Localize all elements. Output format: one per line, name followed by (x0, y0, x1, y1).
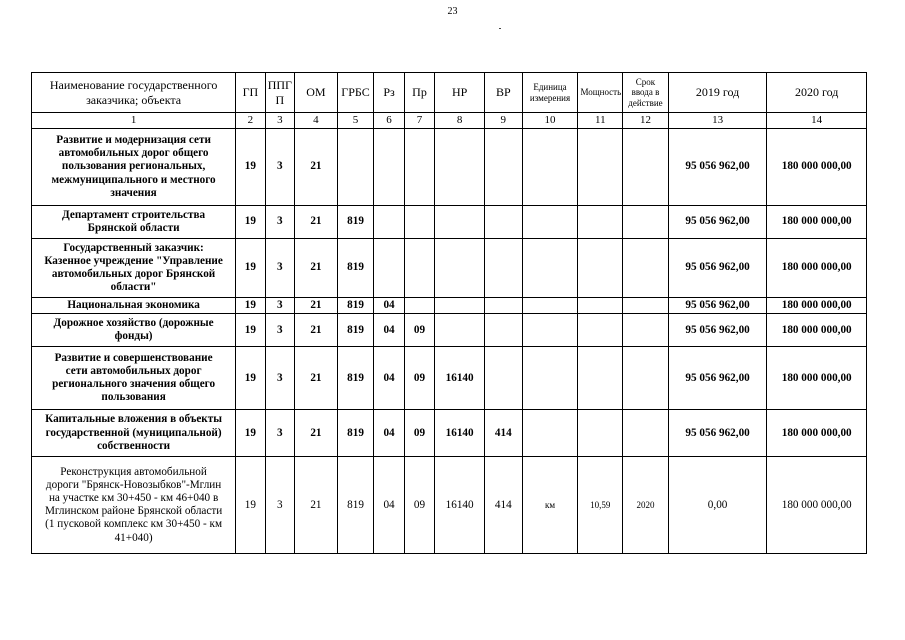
column-number: 1 (32, 113, 236, 129)
cell-2020: 180 000 000,00 (767, 347, 867, 410)
cell-term (623, 314, 669, 347)
cell-2019: 0,00 (668, 457, 767, 554)
cell-gp: 19 (236, 347, 265, 410)
cell-rz: 04 (374, 457, 404, 554)
cell-unit (522, 314, 578, 347)
column-number: 3 (265, 113, 294, 129)
cell-2020: 180 000 000,00 (767, 206, 867, 239)
row-name: Дорожное хозяйство (дорожные фонды) (32, 314, 236, 347)
row-name: Развитие и совершенствование сети автомобильных дорог регионального значения общего пользования (32, 347, 236, 410)
cell-2020: 180 000 000,00 (767, 314, 867, 347)
cell-2019: 95 056 962,00 (668, 129, 767, 206)
column-number-row (32, 113, 867, 129)
column-number: 8 (435, 113, 485, 129)
cell-pr (404, 129, 434, 206)
cell-pr: 09 (404, 457, 434, 554)
header-power: Мощность (578, 73, 623, 113)
table-row (32, 410, 867, 457)
table-row (32, 347, 867, 410)
budget-table (31, 72, 867, 554)
cell-rz: 04 (374, 347, 404, 410)
cell-ppgp: 3 (265, 239, 294, 298)
cell-om: 21 (295, 129, 338, 206)
table-row (32, 457, 867, 554)
cell-unit (522, 298, 578, 314)
cell-vr (485, 347, 523, 410)
cell-2020: 180 000 000,00 (767, 457, 867, 554)
table-row (32, 298, 867, 314)
cell-power (578, 410, 623, 457)
cell-unit: км (522, 457, 578, 554)
table-row (32, 239, 867, 298)
row-name: Капитальные вложения в объекты государственной (муниципальной) собственности (32, 410, 236, 457)
cell-nr: 16140 (435, 410, 485, 457)
cell-om: 21 (295, 298, 338, 314)
cell-term: 2020 (623, 457, 669, 554)
cell-nr (435, 129, 485, 206)
cell-term (623, 239, 669, 298)
row-name: Национальная экономика (32, 298, 236, 314)
header-2020: 2020 год (767, 73, 867, 113)
cell-nr: 16140 (435, 347, 485, 410)
cell-grbs: 819 (337, 410, 374, 457)
cell-unit (522, 410, 578, 457)
column-number: 6 (374, 113, 404, 129)
cell-gp: 19 (236, 410, 265, 457)
cell-vr (485, 298, 523, 314)
cell-term (623, 347, 669, 410)
cell-pr (404, 298, 434, 314)
column-number: 12 (623, 113, 669, 129)
cell-term (623, 298, 669, 314)
cell-ppgp: 3 (265, 410, 294, 457)
cell-term (623, 206, 669, 239)
cell-pr: 09 (404, 410, 434, 457)
table-row (32, 129, 867, 206)
cell-om: 21 (295, 314, 338, 347)
cell-gp: 19 (236, 457, 265, 554)
cell-rz (374, 129, 404, 206)
header-vr: ВР (485, 73, 523, 113)
row-name: Департамент строительства Брянской области (32, 206, 236, 239)
cell-nr (435, 314, 485, 347)
cell-rz: 04 (374, 298, 404, 314)
header-term: Срок ввода в действие (623, 73, 669, 113)
cell-2019: 95 056 962,00 (668, 239, 767, 298)
cell-2019: 95 056 962,00 (668, 314, 767, 347)
cell-rz: 04 (374, 314, 404, 347)
cell-ppgp: 3 (265, 314, 294, 347)
cell-grbs: 819 (337, 314, 374, 347)
cell-grbs: 819 (337, 239, 374, 298)
cell-2019: 95 056 962,00 (668, 410, 767, 457)
row-name: Реконструкция автомобильной дороги "Брянск-Новозыбков"-Мглин на участке км 30+450 - км 46+040 в Мглинском районе Брянской области (1 пусковой комплекс км 30+450 - км 41+040) (32, 457, 236, 554)
cell-ppgp: 3 (265, 298, 294, 314)
header-name: Наименование государственного заказчика; объекта (32, 73, 236, 113)
cell-2020: 180 000 000,00 (767, 239, 867, 298)
cell-2019: 95 056 962,00 (668, 298, 767, 314)
header-2019: 2019 год (668, 73, 767, 113)
cell-ppgp: 3 (265, 347, 294, 410)
header-nr: НР (435, 73, 485, 113)
table-row (32, 206, 867, 239)
cell-vr: 414 (485, 457, 523, 554)
cell-unit (522, 239, 578, 298)
cell-om: 21 (295, 457, 338, 554)
cell-vr (485, 314, 523, 347)
cell-2019: 95 056 962,00 (668, 347, 767, 410)
cell-unit (522, 129, 578, 206)
cell-rz (374, 239, 404, 298)
cell-2020: 180 000 000,00 (767, 129, 867, 206)
cell-nr (435, 298, 485, 314)
header-gp: ГП (236, 73, 265, 113)
row-name: Развитие и модернизация сети автомобильных дорог общего пользования региональных, межмуниципального и местного значения (32, 129, 236, 206)
cell-power (578, 347, 623, 410)
cell-term (623, 410, 669, 457)
cell-pr (404, 206, 434, 239)
cell-nr: 16140 (435, 457, 485, 554)
cell-vr (485, 129, 523, 206)
column-number: 5 (337, 113, 374, 129)
cell-2019: 95 056 962,00 (668, 206, 767, 239)
cell-gp: 19 (236, 129, 265, 206)
cell-om: 21 (295, 347, 338, 410)
cell-pr: 09 (404, 347, 434, 410)
cell-grbs (337, 129, 374, 206)
cell-vr (485, 239, 523, 298)
cell-gp: 19 (236, 206, 265, 239)
header-row (32, 73, 867, 113)
header-rz: Рз (374, 73, 404, 113)
cell-power (578, 239, 623, 298)
cell-2020: 180 000 000,00 (767, 410, 867, 457)
cell-power (578, 314, 623, 347)
cell-2020: 180 000 000,00 (767, 298, 867, 314)
cell-gp: 19 (236, 298, 265, 314)
cell-om: 21 (295, 410, 338, 457)
cell-gp: 19 (236, 314, 265, 347)
column-number: 7 (404, 113, 434, 129)
column-number: 13 (668, 113, 767, 129)
cell-power (578, 298, 623, 314)
cell-rz (374, 206, 404, 239)
header-om: ОМ (295, 73, 338, 113)
cell-ppgp: 3 (265, 457, 294, 554)
column-number: 2 (236, 113, 265, 129)
cell-vr: 414 (485, 410, 523, 457)
cell-ppgp: 3 (265, 206, 294, 239)
cell-grbs: 819 (337, 457, 374, 554)
row-name: Государственный заказчик: Казенное учреждение "Управление автомобильных дорог Брянской области" (32, 239, 236, 298)
scan-speck (499, 28, 501, 29)
cell-nr (435, 206, 485, 239)
header-pr: Пр (404, 73, 434, 113)
column-number: 10 (522, 113, 578, 129)
cell-term (623, 129, 669, 206)
cell-ppgp: 3 (265, 129, 294, 206)
cell-pr (404, 239, 434, 298)
cell-gp: 19 (236, 239, 265, 298)
cell-unit (522, 347, 578, 410)
column-number: 14 (767, 113, 867, 129)
cell-om: 21 (295, 239, 338, 298)
cell-power (578, 206, 623, 239)
cell-power: 10,59 (578, 457, 623, 554)
header-unit: Единица измерения (522, 73, 578, 113)
table-row (32, 314, 867, 347)
cell-grbs: 819 (337, 347, 374, 410)
column-number: 9 (485, 113, 523, 129)
column-number: 4 (295, 113, 338, 129)
cell-om: 21 (295, 206, 338, 239)
column-number: 11 (578, 113, 623, 129)
header-grbs: ГРБС (337, 73, 374, 113)
page-number: 23 (447, 6, 458, 17)
cell-nr (435, 239, 485, 298)
cell-power (578, 129, 623, 206)
cell-unit (522, 206, 578, 239)
cell-grbs: 819 (337, 206, 374, 239)
cell-pr: 09 (404, 314, 434, 347)
header-ppgp: ППГ П (265, 73, 294, 113)
cell-rz: 04 (374, 410, 404, 457)
cell-vr (485, 206, 523, 239)
cell-grbs: 819 (337, 298, 374, 314)
